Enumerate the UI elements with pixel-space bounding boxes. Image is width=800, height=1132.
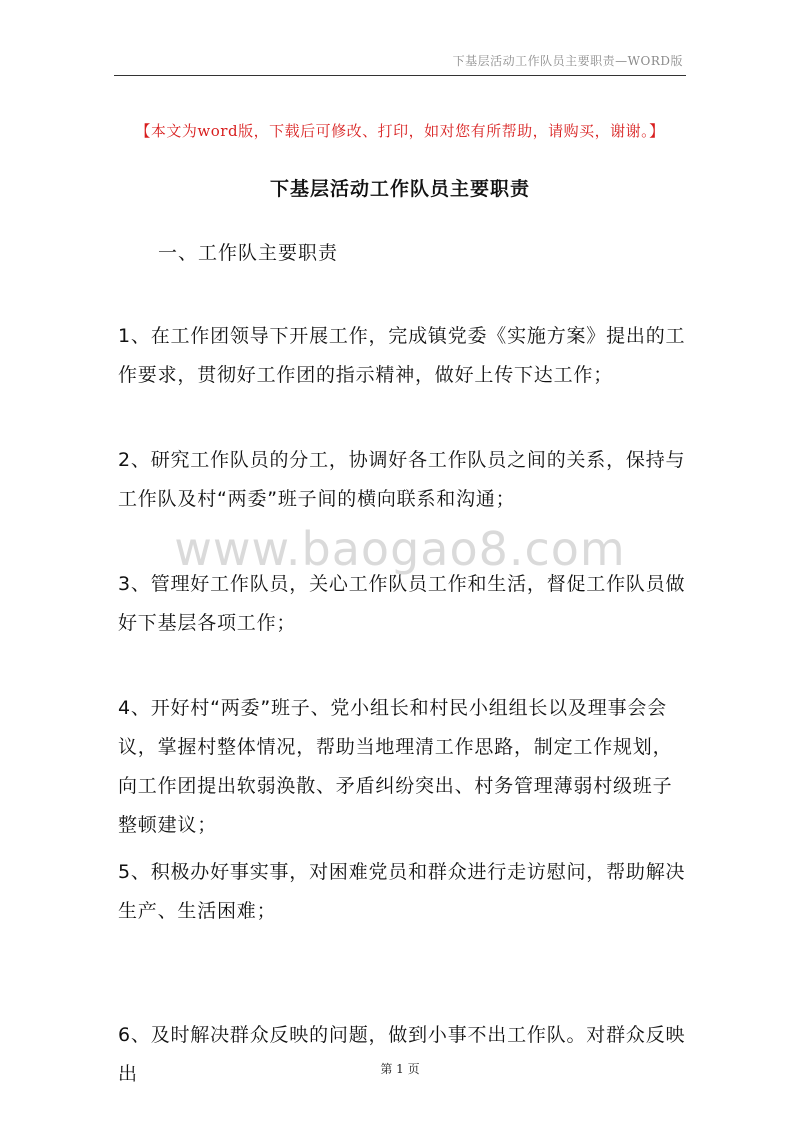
page-number: 第 1 页 xyxy=(380,1062,420,1076)
paragraph-5: 5、积极办好事实事，对困难党员和群众进行走访慰问，帮助解决生产、生活困难； xyxy=(118,861,686,922)
paragraph-3: 3、管理好工作队员，关心工作队员工作和生活，督促工作队员做好下基层各项工作； xyxy=(118,573,686,634)
watermark: www.baogao8.com xyxy=(174,522,626,576)
paragraph-6: 6、及时解决群众反映的问题，做到小事不出工作队。对群众反映出 xyxy=(118,1024,686,1085)
section-heading: 一、工作队主要职责 xyxy=(158,242,339,264)
paragraph-1: 1、在工作团领导下开展工作，完成镇党委《实施方案》提出的工作要求，贯彻好工作团的指示精神，做好上传下达工作； xyxy=(118,325,686,386)
paragraph-2: 2、研究工作队员的分工，协调好各工作队员之间的关系，保持与工作队及村“两委”班子间的横向联系和沟通； xyxy=(118,449,686,510)
running-header: 下基层活动工作队员主要职责—WORD版 xyxy=(452,54,683,68)
paragraph-4: 4、开好村“两委”班子、党小组长和村民小组组长以及理事会会议，掌握村整体情况，帮助当地理清工作思路，制定工作规划，向工作团提出软弱涣散、矛盾纠纷突出、村务管理薄弱村级班子整顿建议； xyxy=(118,697,673,836)
header-divider xyxy=(114,75,686,76)
document-title: 下基层活动工作队员主要职责 xyxy=(269,178,530,200)
download-notice: 【本文为word版，下载后可修改、打印，如对您有所帮助，请购买，谢谢。】 xyxy=(135,122,665,140)
